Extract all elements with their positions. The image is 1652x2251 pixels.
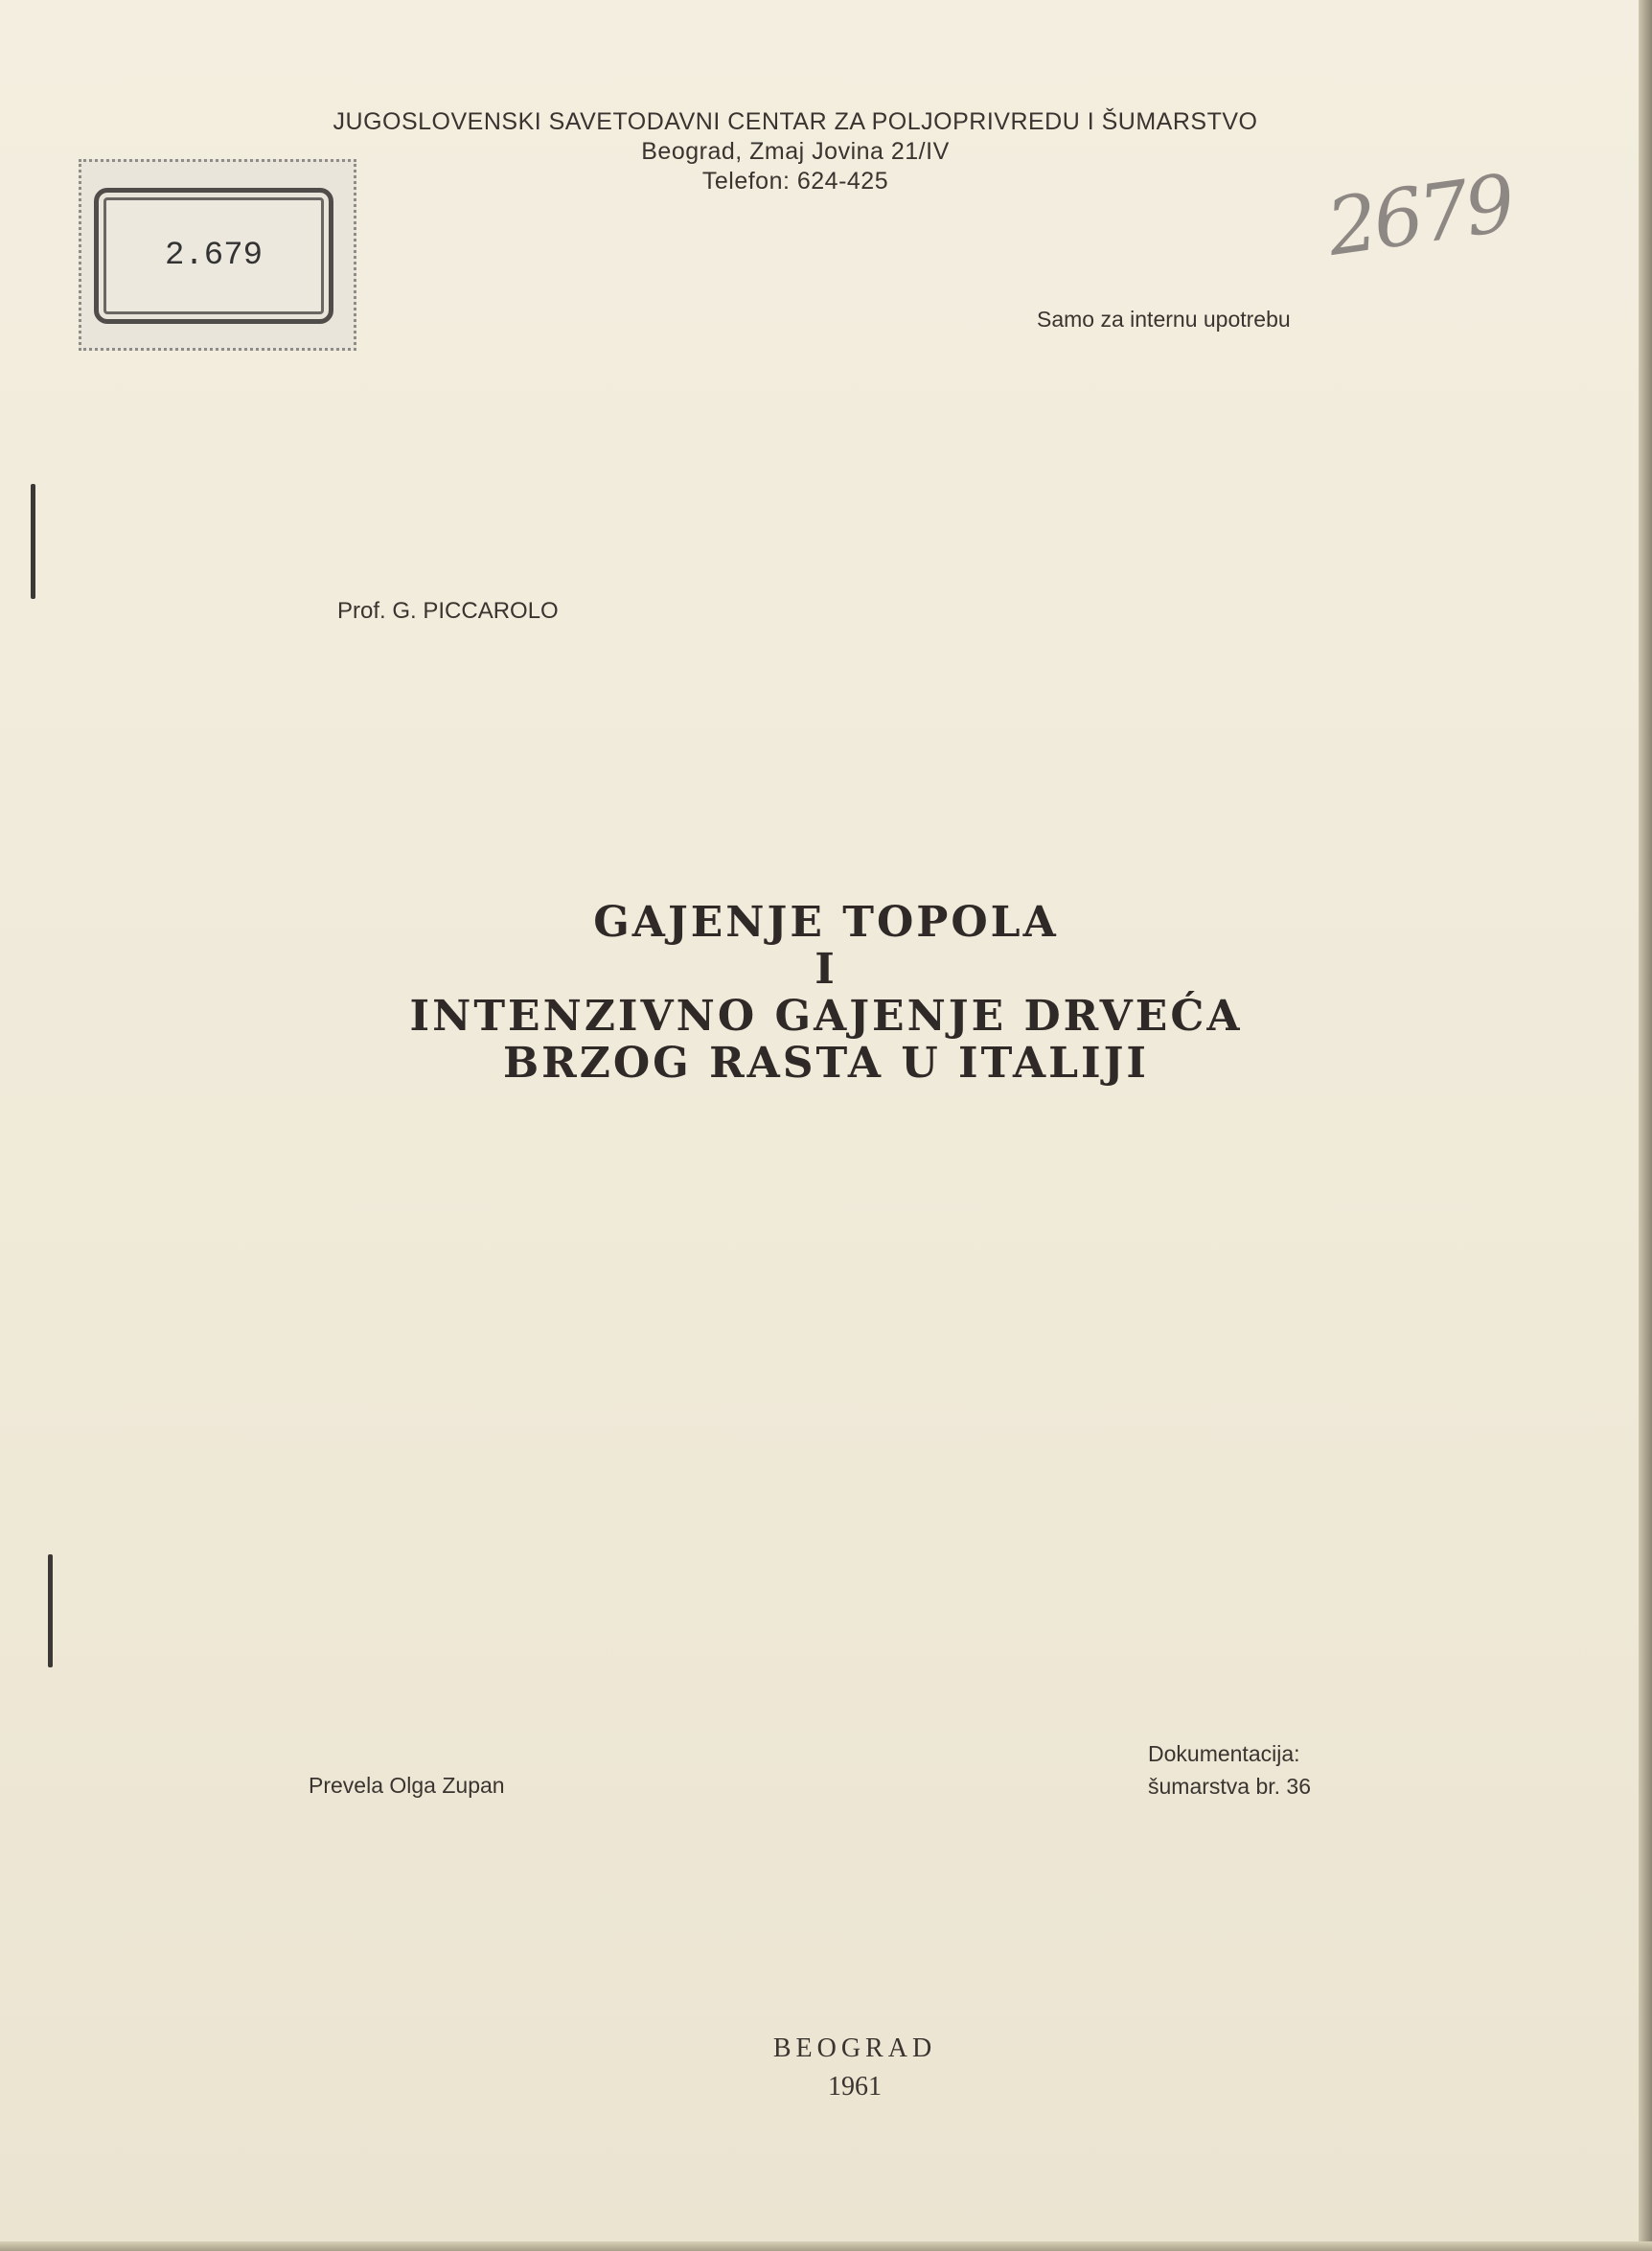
document-title xyxy=(251,899,1401,1087)
library-stamp xyxy=(94,188,333,324)
imprint-year: 1961 xyxy=(828,2072,882,2102)
title-line-4: BRZOG RASTA U ITALIJI xyxy=(502,1039,1150,1088)
title-line-3: INTENZIVNO GAJENJE DRVEĆA xyxy=(409,992,1243,1041)
internal-use-note: Samo za internu upotrebu xyxy=(1037,307,1291,332)
organization-name: JUGOSLOVENSKI SAVETODAVNI CENTAR ZA POLJOPRIVREDU I ŠUMARSTVO xyxy=(333,108,1258,135)
page-edge-right xyxy=(1639,0,1652,2251)
documentation-series xyxy=(1148,1737,1311,1803)
title-line-2: I xyxy=(815,945,837,994)
documentation-number: šumarstva br. 36 xyxy=(1148,1774,1312,1799)
imprint-city: BEOGRAD xyxy=(772,2033,937,2063)
page-edge-bottom xyxy=(0,2241,1652,2251)
stamp-number: 2.679 xyxy=(164,238,264,274)
organization-phone: Telefon: 624-425 xyxy=(701,168,889,195)
imprint xyxy=(730,2030,979,2106)
handwritten-number: 2679 xyxy=(1321,158,1518,274)
documentation-label: Dokumentacija: xyxy=(1148,1741,1300,1766)
publisher-header xyxy=(287,107,1303,196)
organization-address: Beograd, Zmaj Jovina 21/IV xyxy=(641,138,950,165)
title-line-1: GAJENJE TOPOLA xyxy=(593,898,1059,947)
staple-top xyxy=(31,484,35,599)
translator-credit: Prevela Olga Zupan xyxy=(309,1773,505,1798)
author-name: Prof. G. PICCAROLO xyxy=(337,598,559,624)
staple-bottom xyxy=(48,1554,53,1667)
